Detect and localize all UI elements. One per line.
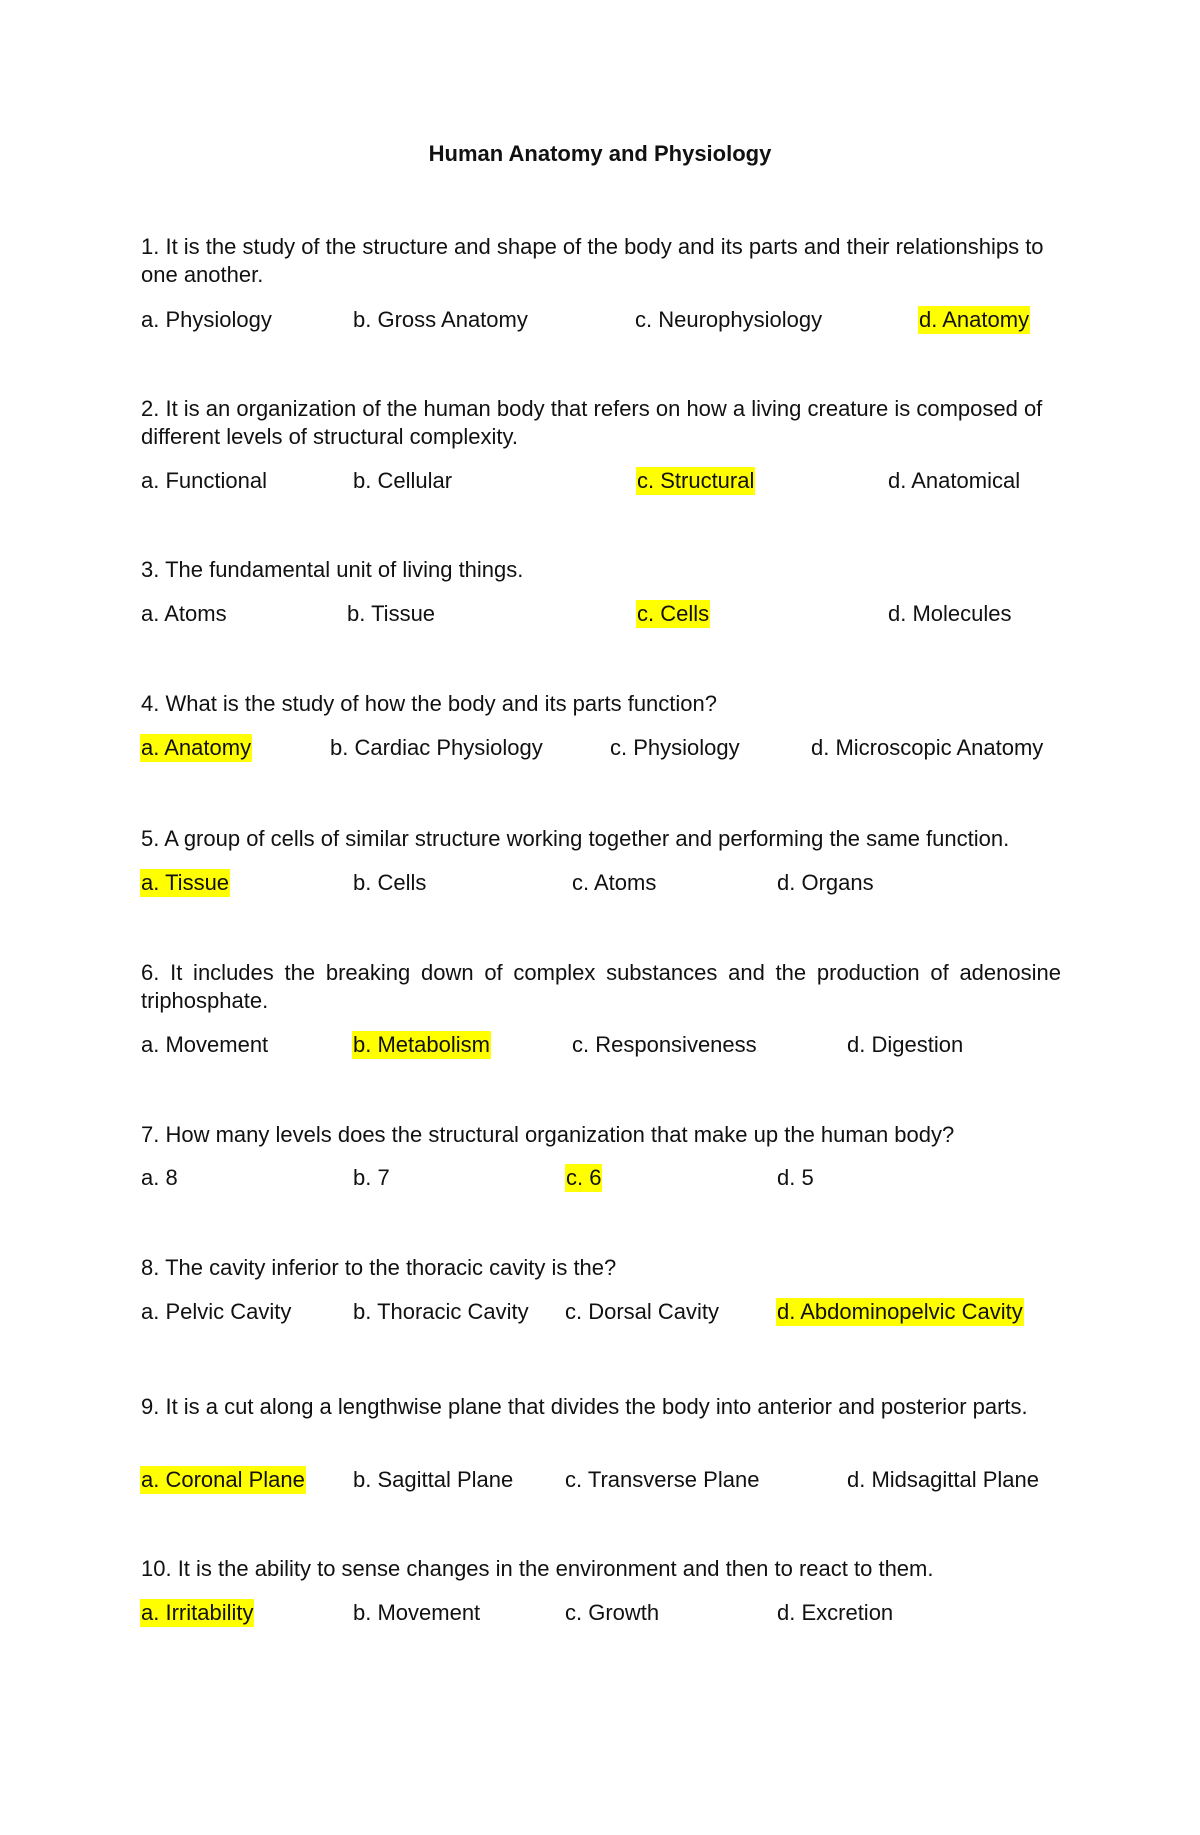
option-10d: d. Excretion — [777, 1600, 894, 1625]
option-10b: b. Movement — [353, 1600, 481, 1625]
option-8c: c. Dorsal Cavity — [565, 1299, 720, 1324]
option-8b: b. Thoracic Cavity — [353, 1299, 529, 1324]
option-5a-highlighted: a. Tissue — [141, 870, 230, 895]
option-1c: c. Neurophysiology — [635, 307, 823, 332]
option-9b: b. Sagittal Plane — [353, 1467, 514, 1492]
option-5c: c. Atoms — [572, 870, 657, 895]
option-7c-highlighted: c. 6 — [566, 1165, 602, 1190]
option-1b: b. Gross Anatomy — [353, 307, 528, 332]
option-6c: c. Responsiveness — [572, 1032, 757, 1057]
option-1d-highlighted: d. Anatomy — [919, 307, 1030, 332]
option-1a: a. Physiology — [141, 307, 272, 332]
option-9a-highlighted: a. Coronal Plane — [141, 1467, 305, 1492]
option-2d: d. Anatomical — [888, 468, 1021, 493]
question-4-text: 4. What is the study of how the body and its parts function? — [141, 691, 717, 716]
option-3a: a. Atoms — [141, 601, 227, 626]
option-4d: d. Microscopic Anatomy — [811, 735, 1044, 760]
option-2c-highlighted: c. Structural — [637, 468, 755, 493]
question-2-text: 2. It is an organization of the human body that refers on how a living creature is composed of different levels of structural complexity. — [141, 396, 1043, 449]
question-9-options — [0, 1466, 1200, 1496]
question-3-text: 3. The fundamental unit of living things. — [141, 557, 524, 582]
question-5-text: 5. A group of cells of similar structure working together and performing the same function. — [141, 826, 1010, 851]
option-6d: d. Digestion — [847, 1032, 964, 1057]
question-6-text: 6. It includes the breaking down of complex substances and the production of adenosine triphosphate. — [141, 960, 1061, 1013]
option-7d: d. 5 — [777, 1165, 814, 1190]
option-8d-highlighted: d. Abdominopelvic Cavity — [777, 1299, 1023, 1324]
option-2b: b. Cellular — [353, 468, 453, 493]
option-3c-highlighted: c. Cells — [637, 601, 710, 626]
question-5-options — [0, 869, 1200, 899]
question-10-text: 10. It is the ability to sense changes in the environment and then to react to them. — [141, 1556, 934, 1581]
question-1-options — [0, 306, 1200, 336]
question-2-options — [0, 467, 1200, 497]
question-7-text: 7. How many levels does the structural organization that make up the human body? — [141, 1122, 955, 1147]
question-6-options — [0, 1031, 1200, 1061]
option-7a: a. 8 — [141, 1165, 178, 1190]
option-6b-highlighted: b. Metabolism — [353, 1032, 490, 1057]
question-8-options — [0, 1298, 1200, 1328]
option-8a: a. Pelvic Cavity — [141, 1299, 292, 1324]
option-4a-highlighted: a. Anatomy — [141, 735, 252, 760]
option-2a: a. Functional — [141, 468, 267, 493]
question-4-options — [0, 734, 1200, 764]
option-6a: a. Movement — [141, 1032, 269, 1057]
question-3-options — [0, 600, 1200, 630]
question-8-text: 8. The cavity inferior to the thoracic cavity is the? — [141, 1255, 617, 1280]
option-7b: b. 7 — [353, 1165, 390, 1190]
question-1-text: 1. It is the study of the structure and shape of the body and its parts and their relationships to one another. — [141, 234, 1044, 287]
question-10-options — [0, 1599, 1200, 1629]
option-9c: c. Transverse Plane — [565, 1467, 760, 1492]
option-4c: c. Physiology — [610, 735, 740, 760]
option-4b: b. Cardiac Physiology — [330, 735, 543, 760]
option-3d: d. Molecules — [888, 601, 1012, 626]
document-title: Human Anatomy and Physiology — [428, 141, 772, 166]
option-5b: b. Cells — [353, 870, 427, 895]
option-3b: b. Tissue — [347, 601, 436, 626]
option-10c: c. Growth — [565, 1600, 660, 1625]
question-7-options — [0, 1164, 1200, 1194]
option-9d: d. Midsagittal Plane — [847, 1467, 1039, 1492]
option-10a-highlighted: a. Irritability — [141, 1600, 254, 1625]
option-5d: d. Organs — [777, 870, 874, 895]
question-9-text: 9. It is a cut along a lengthwise plane that divides the body into anterior and posterior parts. — [141, 1394, 1028, 1419]
